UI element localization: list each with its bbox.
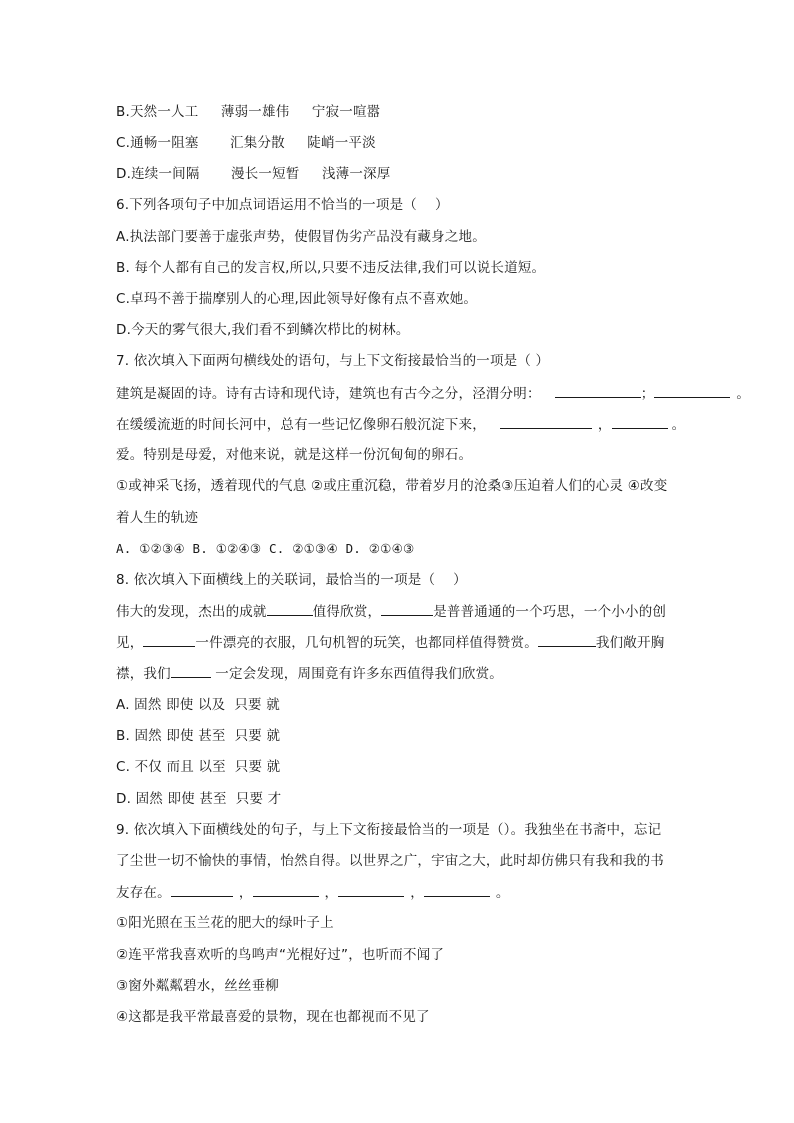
q7-passage-line-3: 爱。特别是母爱，对他来说，就是这样一份沉甸甸的卵石。 (116, 447, 473, 463)
q7-passage-line-1 (116, 383, 756, 404)
q9-stem-line-2: 了尘世一切不愉快的事情，怡然自得。以世界之广，宇宙之大，此时却仿佛只有我和我的书 (116, 853, 664, 869)
q7-passage-2-end: 。 (671, 417, 686, 433)
q9-period: 。 (495, 885, 510, 901)
q8-passage-line-1 (116, 601, 756, 622)
q5-option-d: D.连续一间隔 漫长一短暂 浅薄一深厚 (116, 166, 391, 182)
q7-blank-3[interactable] (500, 414, 592, 429)
q8-blank-4[interactable] (538, 632, 596, 647)
q9-comma-1: ， (238, 885, 253, 901)
q7-blank-4[interactable] (612, 414, 668, 429)
q7-passage-1-end: 。 (736, 386, 751, 402)
q9-blank-4[interactable] (424, 882, 490, 897)
q7-items-line-2: 着人生的轨迹 (116, 510, 199, 526)
q7-stem: 7. 依次填入下面两句横线处的语句，与上下文衔接最恰当的一项是（ ） (116, 353, 550, 369)
q9-comma-2: ， (324, 885, 339, 901)
q9-item-1: ①阳光照在玉兰花的肥大的绿叶子上 (116, 915, 334, 931)
q6-option-c: C.卓玛不善于揣摩别人的心理,因此领导好像有点不喜欢她。 (116, 291, 478, 307)
q8-text-1: 伟大的发现，杰出的成就 (116, 604, 267, 620)
q8-text-7: 襟，我们 (116, 666, 171, 682)
q8-blank-2[interactable] (381, 601, 433, 616)
q9-item-3: ③窗外粼粼碧水，丝丝垂柳 (116, 978, 280, 994)
q9-blank-2[interactable] (253, 882, 319, 897)
q8-blank-5[interactable] (171, 663, 211, 678)
q7-passage-line-2 (116, 414, 756, 435)
q8-passage-line-2 (116, 632, 756, 653)
q8-text-6: 我们敞开胸 (595, 635, 665, 651)
q8-blank-1[interactable] (267, 601, 313, 616)
q6-stem: 6.下列各项句子中加点词语运用不恰当的一项是（ ） (116, 197, 449, 213)
q8-option-b: B. 固然 即使 甚至 只要 就 (116, 728, 281, 744)
q8-option-c: C. 不仅 而且 以至 只要 就 (116, 759, 281, 775)
q7-items-line-1: ①或神采飞扬，透着现代的气息 ②或庄重沉稳，带着岁月的沧桑③压迫着人们的心灵 ④改变 (116, 478, 668, 494)
q5-option-c: C.通畅一阻塞 汇集分散 陡峭一平淡 (116, 135, 376, 151)
q9-item-2: ②连平常我喜欢听的鸟鸣声“光棍好过”，也听而不闻了 (116, 947, 445, 963)
q9-stem-line-1: 9. 依次填入下面横线处的句子，与上下文衔接最恰当的一项是（）。我独坐在书斋中，忘记 (116, 822, 662, 838)
q9-stem-line-3 (116, 882, 756, 903)
q7-separator-1: ； (640, 386, 655, 402)
q9-blank-3[interactable] (338, 882, 404, 897)
q8-option-a: A. 固然 即使 以及 只要 就 (116, 697, 280, 713)
q8-text-8: 一定会发现，周围竟有许多东西值得我们欣赏。 (210, 666, 504, 682)
q8-stem: 8. 依次填入下面横线上的关联词，最恰当的一项是（ ） (116, 572, 467, 588)
q6-option-a: A.执法部门要善于虚张声势，使假冒伪劣产品没有藏身之地。 (116, 229, 486, 245)
q8-blank-3[interactable] (143, 632, 195, 647)
q8-option-d: D. 固然 即使 甚至 只要 才 (116, 791, 282, 807)
q7-blank-1[interactable] (555, 383, 641, 398)
q7-options: A. ①②③④ B. ①②④③ C. ②①③④ D. ②①④③ (116, 541, 415, 556)
q9-text-1: 友存在。 (116, 885, 171, 901)
q9-item-4: ④这都是我平常最喜爱的景物，现在也都视而不见了 (116, 1009, 430, 1025)
q7-passage-1-text: 建筑是凝固的诗。诗有古诗和现代诗，建筑也有古今之分，泾渭分明： (116, 386, 541, 402)
q6-option-d: D.今天的雾气很大,我们看不到鳞次栉比的树林。 (116, 322, 410, 338)
q8-passage-line-3 (116, 663, 756, 684)
q8-text-4: 见， (116, 635, 144, 651)
q7-passage-2-text: 在缓缓流逝的时间长河中，总有一些记忆像卵石般沉淀下来， (116, 417, 486, 433)
q6-option-b: B. 每个人都有自己的发言权,所以,只要不违反法律,我们可以说长道短。 (116, 260, 546, 276)
q7-blank-2[interactable] (654, 383, 730, 398)
q9-blank-1[interactable] (171, 882, 233, 897)
q8-text-5: 一件漂亮的衣服，几句机智的玩笑，也都同样值得赞赏。 (195, 635, 538, 651)
q8-text-3: 是普普通通的一个巧思，一个小小的创 (433, 604, 667, 620)
q9-comma-3: ， (410, 885, 424, 901)
q8-text-2: 值得欣赏， (312, 604, 382, 620)
q5-option-b: B.天然一人工 薄弱一雄伟 宁寂一喧嚣 (116, 104, 381, 120)
q7-separator-2: ， (597, 417, 612, 433)
